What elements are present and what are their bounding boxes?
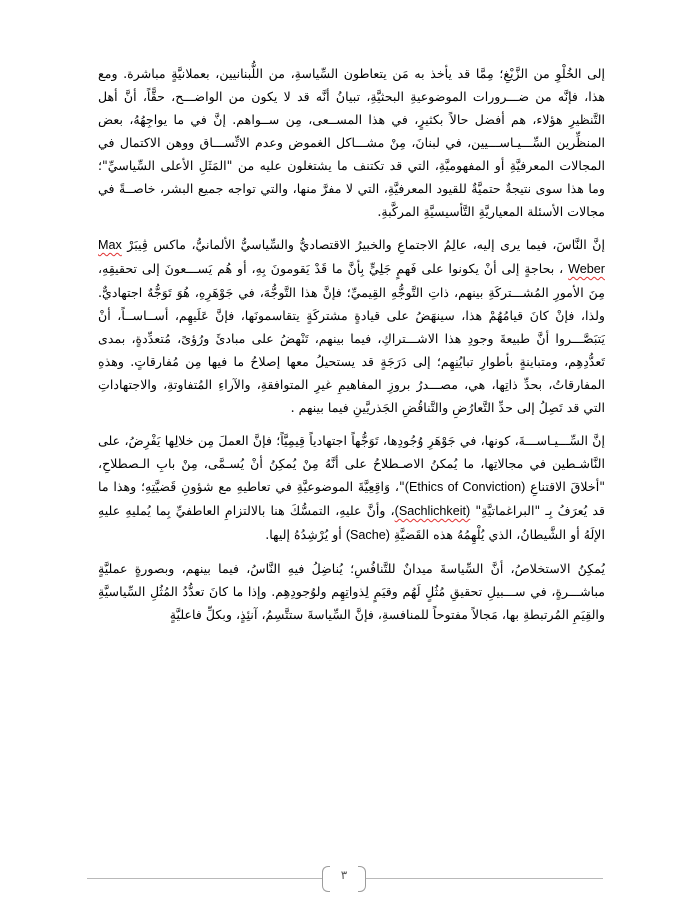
term-sachlichkeit: (Sachlichkeit) bbox=[394, 504, 471, 518]
paragraph-3-text-b: "، وَاقِعِيَّةَ الموضوعيَّةِ في تعاطيهِ مع شؤونِ قَضيَّتِهِ؛ وهذا ما قد يُعرَفُ بِـ "البراغماتيَّةِ" bbox=[98, 479, 605, 518]
paragraph-3-text-d: أو يُرْشِدُهُ إليها. bbox=[265, 527, 346, 542]
paragraph-3 bbox=[98, 429, 605, 547]
paragraph-2 bbox=[98, 233, 605, 419]
paragraph-3-text-c: ، وأنَّ عليهِ، التمسُّكَ هنا بالالتزامِ العاطفيِّ بِما يُمليهِ عليهِ الإلَهُ أو الشَّيطانُ، الذي يُلْهِمُهُ هذه القَضيَّةِ bbox=[98, 503, 605, 542]
paragraph-4: يُمكِنُ الاستخلاصُ، أنَّ السِّياسةَ ميدانٌ للتَّنافُسِ؛ يُناضِلُ فيهِ النَّاسُ، فيما بينهم، وبصورةٍ عمليَّةٍ مباشـــرةٍ، في ســـبيلِ تحقيقِ مُثُلٍ لَهُم وقيَمٍ لِذواتِهِم ولوُجودِهِم. وإذا ما كانَ تعدُّدُ المُثُلِ السِّياسيَّةِ والقِيَمِ المُرتبطةِ بها، مَجالاً مفتوحاً للمنافسةِ، فإنَّ السِّياسةَ ستتَّسِمُ، آنئِذٍ، وبكلِّ فاعليَّةٍ bbox=[98, 561, 605, 622]
term-sache: (Sache) bbox=[345, 528, 390, 542]
term-ethics-of-conviction: (Ethics of Conviction) bbox=[404, 480, 526, 494]
paragraph-3-text-a: إنَّ السِّـــيـاســـةَ، كونها، في جَوْهَرِ وُجُودِها، تَوَجُّهاً اجتهادياً قِيمِيَّاً؛ فإنَّ العملَ مِن خلالِها يَفْرِضُ، على النَّاشـطين في مجالاتِها، ما يُمكنُ الاصـطلاحُ على أنَّهُ مِنْ يُمكِنُ أنْ يُسـمَّى، مِنْ بابِ الـصطلاحِ، "أخلاقَ الاقتناعِ bbox=[98, 433, 605, 494]
paragraph-2-text-b: ، بحاجةٍ إلى أنْ يكونوا على فَهمٍ جَلِيٍّ بِأنَّ ما قَدْ يَقومونَ بِهِ، أو هُم يَســـعونَ إلى تحقيقِهِ، مِنَ الأمورِ المُشـــتركَةِ بينهم، ذاتِ التَّوجُّهِ القِيميِّ؛ فإنَّ هذا التَّوجُّهَ، في جَوْهَرِهِ، هُوَ تَوَجُّهٌ اجتهاديٌّ. ولذا، فإنْ كانَ قيامُهُمْ هذا، سينهَضُ على قيادةٍ مشتركَةٍ يتقاسمونَها، فإنَّ عَلَيهِم، أســاســاً، أنْ يَتبَصَّـــروا أنَّ طبيعةَ وجودِ هذا الاشـــتراكِ، فيما بينهم، تَنْهضُ على مبادئَ ورُؤىً، مُتعدِّدةٍ، بمدى تَعدُّدِهِم، ومتباينةٍ بأطوارِ تبايُنِهِم؛ إلى دَرَجَةٍ قد يستحيلُ معها إصلاحُ ما فيها مِن مُفارقاتٍ. وهذهِ المفارقاتُ، بحدِّ ذاتِها، هي، مصـــدرُ بروزِ المفاهيمِ غيرِ المتوافقةِ، والآراءِ المُتفاوتةِ، والاجتهاداتِ التي قد تَصِلُ إلى حدِّ التَّعارُضِ والتَّناقُضِ الجَذريَّينِ فيما بينهم . bbox=[98, 261, 605, 415]
page-number-frame bbox=[322, 866, 366, 892]
name-max-weber: Max Weber bbox=[98, 238, 605, 276]
paragraph-2-text-a: إنَّ النَّاسَ، فيما يرى إليه، عالِمُ الاجتماعِ والخبيرُ الاقتصاديُّ والسِّياسيُّ الألمانيُّ، ماكس ڤِيبَرْ bbox=[121, 237, 605, 252]
paragraph-1: إلى الخُلْوِ من الزَّيْغِ؛ مِمَّا قد يأخذ به مَن يتعاطون السِّياسةِ، من اللُّبنانيين، بعملانيَّةٍ مباشرة. ومع هذا، فإنَّه من ضـــرورات الموضوعيةِ البحثيَّةِ، تبيانُ أنَّه قد لا يكون من الواضـــح، حقًّاً، أنَّ أهل التَّنظيرِ هؤلاء، هم أفضل حالاً بكثيرٍ، في هذا المســعى، مِن ســواهم. إنَّ في ما يواجِهُهُ، بعض المنظِّرين السِّـــيـاســـيين، في لبنانَ، مِنْ مشـــاكل الغموض وعدم الاتِّســـاق ووهن الاكتمال في المجالات المعرفيَّةِ أو المفهوميَّةِ، التي قد تكتنف ما يشتغلون عليه من "المَثَلِ الأعلى السِّياسيِّ"؛ وما هذا سوى نتيجةٌ حتميَّةٌ للقيود المعرفيَّةِ، التي لا مفرَّ منها، والتي تواجه جميع البشر، خاصــةً في مجالات الأسئلة المعياريَّةِ التَّأسيسيَّةِ المركَّبةِ. bbox=[98, 66, 605, 219]
page-number: ٣ bbox=[340, 868, 348, 882]
body-text bbox=[98, 62, 605, 638]
